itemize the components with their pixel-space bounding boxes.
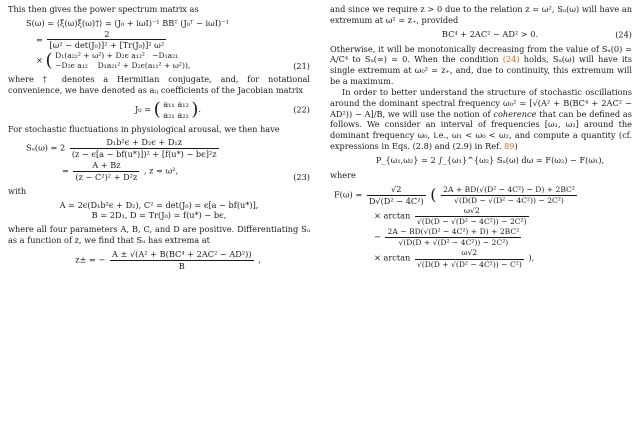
F-arctan2-den: √(D(D + √(D² − 4C²)) − C²) bbox=[416, 259, 522, 269]
zpm-lhs: z± = − bbox=[75, 254, 106, 265]
equation-22: J₀ = ( a₁₁ a₁₂ a₂₁ a₂₂ ). (22) bbox=[134, 98, 310, 120]
eq23-lhs: Sᵤ(ω) = 2 bbox=[26, 142, 66, 153]
F-prefactor-den: D√(D² − 4C²) bbox=[368, 195, 424, 206]
zpm-fraction bbox=[110, 249, 254, 272]
F-arctan1-frac bbox=[415, 206, 529, 227]
ref-eq-24-link[interactable]: (24) bbox=[502, 54, 520, 65]
right-column bbox=[330, 4, 632, 273]
eq21-line1: S(ω) = ⟨ξ̃(ω)ξ̃(ω)†⟩ = (J₀ + iωI)⁻¹ BBᵀ (J₀ᵀ − iωI)⁻¹ bbox=[26, 17, 229, 28]
F-term2-den: √(D(D + √(D² − 4C²)) − 2C²) bbox=[385, 237, 521, 248]
zpm-tail: , bbox=[258, 254, 261, 265]
definitions-line2: B = 2D₁, D = Tr(J₀) = f(u*) − bϵ, bbox=[91, 210, 227, 221]
equation-F: F(ω) = $\frac{√2}{\text{D√(D² − 4C²)}}$ ( $\frac{\text{2A + BD(√(D² − 4C²) − D) + 2BC²}}{\text{√(D(D − √(D² − 4C²)) − 2C²)}}$ × arctan $\frac{\omega√2}{\text{√(D(D − √(D² − 4C²)) − 2C²)}}$ − $\frac{\text{2A − BD(√(D² − 4C²) + D) + 2BC²}}{\text{√(D(D + √(D² − 4C²)) − 2C²)}}$ × arctan $\frac{\omega√2}{\text{√(D(D + √(D² − 4C²)) − C²)}}$ ), bbox=[334, 183, 575, 269]
paragraph-extrema: where all four parameters A, B, C, and D are positive. Differentiating Sᵤ as a function of z, we find that Sᵤ has extrema at bbox=[8, 224, 310, 246]
paragraph-extremum-condition: and since we require z > 0 due to the relation z = ω², Sᵤ(ω) will have an extremum at ω² = z₊, provided bbox=[330, 4, 632, 25]
paragraph-power-spectrum-intro: This then gives the power spectrum matrix as bbox=[8, 4, 199, 14]
eq21-tail: ), bbox=[184, 61, 191, 71]
F-arctan2-frac bbox=[415, 248, 524, 269]
F-lhs: F(ω) = bbox=[334, 189, 363, 200]
equation-number-23: (23) bbox=[293, 171, 310, 182]
coherence-text-c: ) bbox=[514, 141, 518, 152]
eq24-body: BC⁴ + 2AC² − AD² > 0. bbox=[441, 28, 539, 39]
monotonic-text-b: holds, Sᵤ(ω) will have its single extremum at ω₀² = z₊, and, due to continuity, this extremum will be a maximum. bbox=[330, 54, 632, 87]
eq23-fraction1 bbox=[70, 137, 219, 160]
paragraph-stochastic: For stochastic fluctuations in physiological arousal, we then have bbox=[8, 123, 280, 134]
eq21-eqsign: = bbox=[36, 33, 43, 44]
F-arctan2-label: × arctan bbox=[374, 253, 411, 263]
F-arctan1-den: √(D(D − √(D² − 4C²)) − 2C²) bbox=[416, 217, 527, 227]
equation-21: S(ω) = ⟨ξ̃(ω)ξ̃(ω)†⟩ = (J₀ + iωI)⁻¹ BBᵀ (J₀ᵀ − iωI)⁻¹ = $\frac{2}{\text{[ω² − det(J₀)]² + [Tr(J₀)]² ω²}}$ × ( D₁(a₂₂² + ω²) + D₂ϵ a₁₂² −D₁a₂₁ −D₂ϵ a₁₂ D₁a₂₁² + D₂ϵ(a₁₁² + ω²)), (21) bbox=[26, 17, 310, 72]
equation-number-24: (24) bbox=[615, 29, 632, 40]
equation-number-22: (22) bbox=[293, 104, 310, 115]
eq21-denominator: [ω² − det(J₀)]² + [Tr(J₀)]² ω² bbox=[49, 40, 165, 51]
label-with: with bbox=[8, 185, 27, 196]
eq21-matrix-21: −D₂ϵ a₁₂ bbox=[55, 61, 88, 71]
eq23-denominator2: (z − C²)² + D²z bbox=[75, 171, 138, 182]
zpm-numerator: A ± √(A² + B(BC⁴ + 2AC² − AD²)) bbox=[111, 248, 252, 259]
F-end: ), bbox=[528, 253, 535, 263]
eq21-matrix-12: −D₁a₂₁ bbox=[152, 51, 179, 61]
label-where: where bbox=[330, 169, 356, 180]
eq22-row2: a₂₁ a₂₂ bbox=[163, 109, 189, 120]
equation-23 bbox=[8, 137, 310, 182]
equation-zpm bbox=[8, 249, 310, 272]
eq23-denominator1: (z − ϵ[a − bf(u*)])² + [f(u*) − bϵ]²z bbox=[71, 149, 217, 160]
equation-power-integral bbox=[330, 155, 632, 167]
eq23-fraction2 bbox=[73, 160, 139, 183]
F-prefactor bbox=[367, 184, 426, 207]
eq23-numerator1: D₁b²ϵ + D₂ϵ + D₁z bbox=[106, 137, 183, 148]
left-column bbox=[8, 4, 310, 275]
F-term1-num: 2A + BD(√(D² − 4C²) − D) + 2BC² bbox=[443, 184, 575, 194]
F-term2 bbox=[385, 227, 521, 248]
equation-number-21: (21) bbox=[293, 60, 310, 71]
eq23-numerator2: A + Bz bbox=[92, 160, 121, 171]
eq21-fraction bbox=[47, 29, 166, 52]
F-arctan1-label: × arctan bbox=[374, 210, 411, 221]
definitions-block bbox=[8, 200, 310, 222]
coherence-text-a: In order to better understand the structure of stochastic oscillations around the dominant spectral frequency ω₀² = [√(A² + B(BC⁴ + 2AC² − AD²)) − A]/B, we will use the notion of bbox=[330, 86, 632, 119]
eq21-numerator: 2 bbox=[104, 28, 110, 39]
equation-24 bbox=[330, 29, 632, 41]
F-prefactor-num: √2 bbox=[391, 183, 402, 194]
eq23-tail: , z = ω², bbox=[143, 165, 179, 176]
eq21-matrix-11: D₁(a₂₂² + ω²) + D₂ϵ a₁₂² bbox=[55, 51, 145, 61]
F-term1-den: √(D(D − √(D² − 4C²)) − 2C²) bbox=[441, 195, 577, 206]
paragraph-coherence bbox=[330, 87, 632, 152]
F-arctan1-num: ω√2 bbox=[463, 206, 480, 216]
eq21-times: × bbox=[36, 55, 43, 66]
eq23-eqsign2: = bbox=[62, 165, 69, 176]
integral-body: P_{ω₁,ω₂} = 2 ∫_{ω₁}^{ω₂} Sᵤ(ω) dω = F(ω₂) − F(ω₁), bbox=[375, 154, 605, 165]
F-minus: − bbox=[374, 231, 381, 242]
coherence-emphasis: coherence bbox=[493, 108, 537, 119]
eq22-lhs: J₀ = bbox=[134, 103, 152, 114]
ref-89-link[interactable]: 89 bbox=[504, 141, 515, 152]
paragraph-monotonic bbox=[330, 44, 632, 87]
zpm-denominator: B bbox=[110, 260, 254, 272]
paragraph-hermitian: where † denotes a Hermitian conjugate, and, for notational convenience, we have denoted as aᵢⱼ coefficients of the Jacobian matrix bbox=[8, 74, 310, 96]
monotonic-text-a: Otherwise, it will be monotonically decreasing from the value of Sᵤ(0) = A/C⁴ to Sᵤ(∞) = 0. When the condition bbox=[330, 43, 632, 65]
F-term1 bbox=[441, 185, 577, 206]
definitions-line1: A = 2ϵ(D₁b²ϵ + D₂), C² = det(J₀) = ϵ[a − bf(u*)], bbox=[59, 199, 259, 210]
F-term2-num: 2A − BD(√(D² − 4C²) + D) + 2BC² bbox=[387, 227, 520, 237]
coherence-text-b: that can be defined as follows. We consider an interval of frequencies [ω₁, ω₂] around the dominant frequency ω₀, i.e., ω₁ < ω₀ < ω₂, and compute a quantity (cf. expressions in Eqs. (2.8) and (2.9) in Ref. bbox=[330, 108, 632, 152]
F-arctan2-num: ω√2 bbox=[461, 248, 478, 258]
eq21-matrix-22: D₁a₂₁² + D₂ϵ(a₁₁² + ω²) bbox=[97, 61, 185, 71]
eq22-row1: a₁₁ a₁₂ bbox=[163, 99, 189, 109]
